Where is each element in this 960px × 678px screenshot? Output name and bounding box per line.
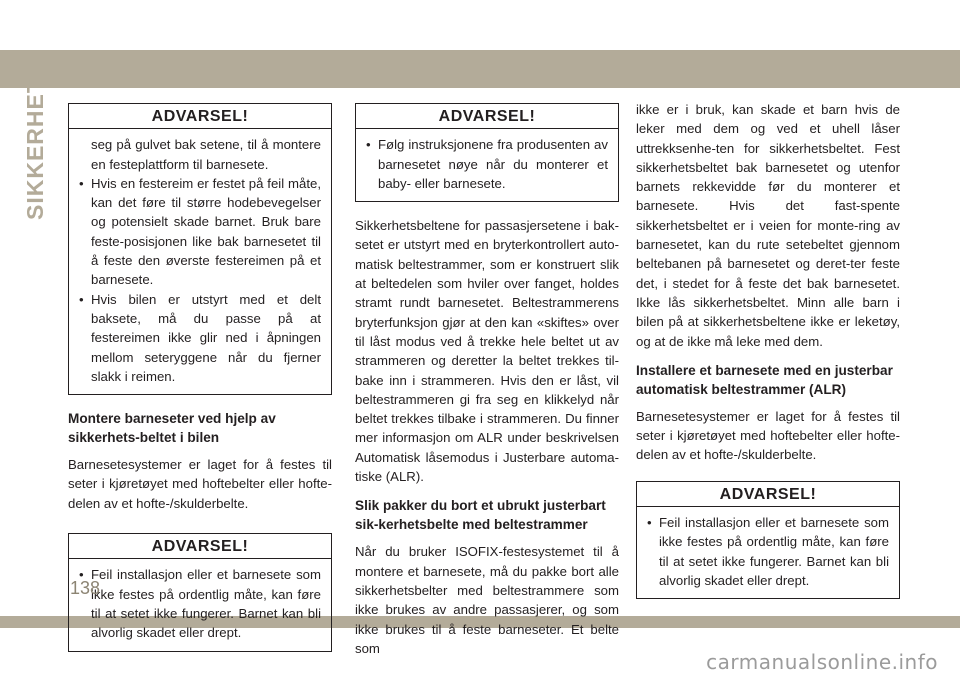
- warning-box: [68, 533, 332, 651]
- column-2: [355, 103, 619, 666]
- section-tab-label: SIKKERHET: [22, 78, 48, 220]
- warning-title: ADVARSEL!: [69, 104, 331, 129]
- warning-box: [355, 103, 619, 202]
- section-tab: [22, 78, 52, 220]
- warning-title: ADVARSEL!: [69, 534, 331, 559]
- warning-list: [69, 559, 331, 650]
- warning-item: seg på gulvet bak setene, til å montere en festeplattform til barnesete.: [91, 137, 321, 172]
- section-heading: Montere barneseter ved hjelp av sikkerhets-beltet i bilen: [68, 411, 276, 446]
- body-paragraph: Sikkerhetsbeltene for passasjersetene i bak-setet er utstyrt med en bryterkontrollert auto-matisk beltestrammer, som er konstruert slik at beltedelen som hviler over fanget, holdes stramt rundt barnesetet. Beltestrammerens bryterfunksjon gjør at den kan «skiftes» over til låst modus ved å trekke hele beltet ut av strammeren og deretter la beltet trekkes til-bake inn i strammeren. Hvis den er låst, vil beltestrammeren gi fra seg en klikkelyd når beltet trekkes tilbake i strammeren. Du finner mer informasjon om ALR under beskrivelsen Automatisk låsemodus i Justerbare automa-tiske (ALR).: [355, 218, 619, 485]
- body-paragraph: Barnesetesystemer er laget for å festes til seter i kjøretøyet med hoftebelter eller hofte-delen av et hofte-/skulderbelte.: [636, 408, 900, 463]
- warning-list: [356, 129, 618, 201]
- body-paragraph: Barnesetesystemer er laget for å festes til seter i kjøretøyet med hoftebelter eller hofte-delen av et hofte-/skulderbelte.: [68, 457, 332, 511]
- header-bar: [0, 50, 960, 88]
- warning-title: ADVARSEL!: [637, 482, 899, 507]
- warning-list: [637, 507, 899, 598]
- header-band: [0, 0, 960, 60]
- section-heading: Installere et barnesete med en justerbar automatisk beltestrammer (ALR): [636, 362, 893, 397]
- warning-box: [636, 481, 900, 599]
- page-number: 138: [70, 578, 101, 598]
- warning-list: [69, 129, 331, 394]
- body-paragraph: ikke er i bruk, kan skade et barn hvis de leker med dem og ved et uhell låser uttrekksenhe-ten for sikkerhetsbeltet. Fest sikkerhetsbeltet bak barnesetet og utenfor barnets rekkevidde før du monterer et barnesete. Hvis det fast-spente sikkerhetsbeltet er i veien for monte-ring av barnesetet, kan du rute setebeltet gjennom beltebanen på barnesetet og deret-ter feste det, i stedet for å feste det bak barnesetet. Ikke lås sikkerhetsbeltet. Minn alle barn i bilen på at sikkerhetsbeltene ikke er leketøy, og at de ikke må leke med dem.: [636, 102, 900, 349]
- warning-item: • Feil installasjon eller et barnesete som ikke festes på ordentlig måte, kan føre til at setet ikke fungerer. Barnet kan bli alvorlig skadet eller drept.: [647, 513, 889, 590]
- warning-item: • Følg instruksjonene fra produsenten av barnesetet nøye når du monterer et baby- eller barnesete.: [366, 135, 608, 193]
- warning-title: ADVARSEL!: [356, 104, 618, 129]
- warning-item: • Hvis bilen er utstyrt med et delt baksete, må du passe på at festereimen ikke glir ned i åpningen mellom seteryggene når du fjerner slakk i reimen.: [79, 290, 321, 386]
- watermark-text: carmanualsonline.info: [706, 650, 938, 674]
- section-heading: Slik pakker du bort et ubrukt justerbart sik-kerhetsbelte med beltestrammer: [355, 498, 606, 533]
- warning-box: [68, 103, 332, 395]
- body-paragraph: Når du bruker ISOFIX-festesystemet til å montere et barnesete, må du pakke bort alle sikkerhetsbelter med beltestrammere som ikke brukes av andre passasjerer, og som ikke brukes til å feste barneseter. Et belte som: [355, 544, 619, 656]
- warning-item: • Hvis en festereim er festet på feil måte, kan det føre til større hodebevegelser og potensielt skade barnet. Bruk bare feste-posisjonen like bak barnesetet til å feste den øverste festereimen på et barnesete.: [79, 174, 321, 290]
- column-3: [636, 100, 900, 613]
- warning-item: • Feil installasjon eller et barnesete som ikke festes på ordentlig måte, kan føre til at setet ikke fungerer. Barnet kan bli alvorlig skadet eller drept.: [79, 565, 321, 642]
- column-1: [68, 103, 332, 666]
